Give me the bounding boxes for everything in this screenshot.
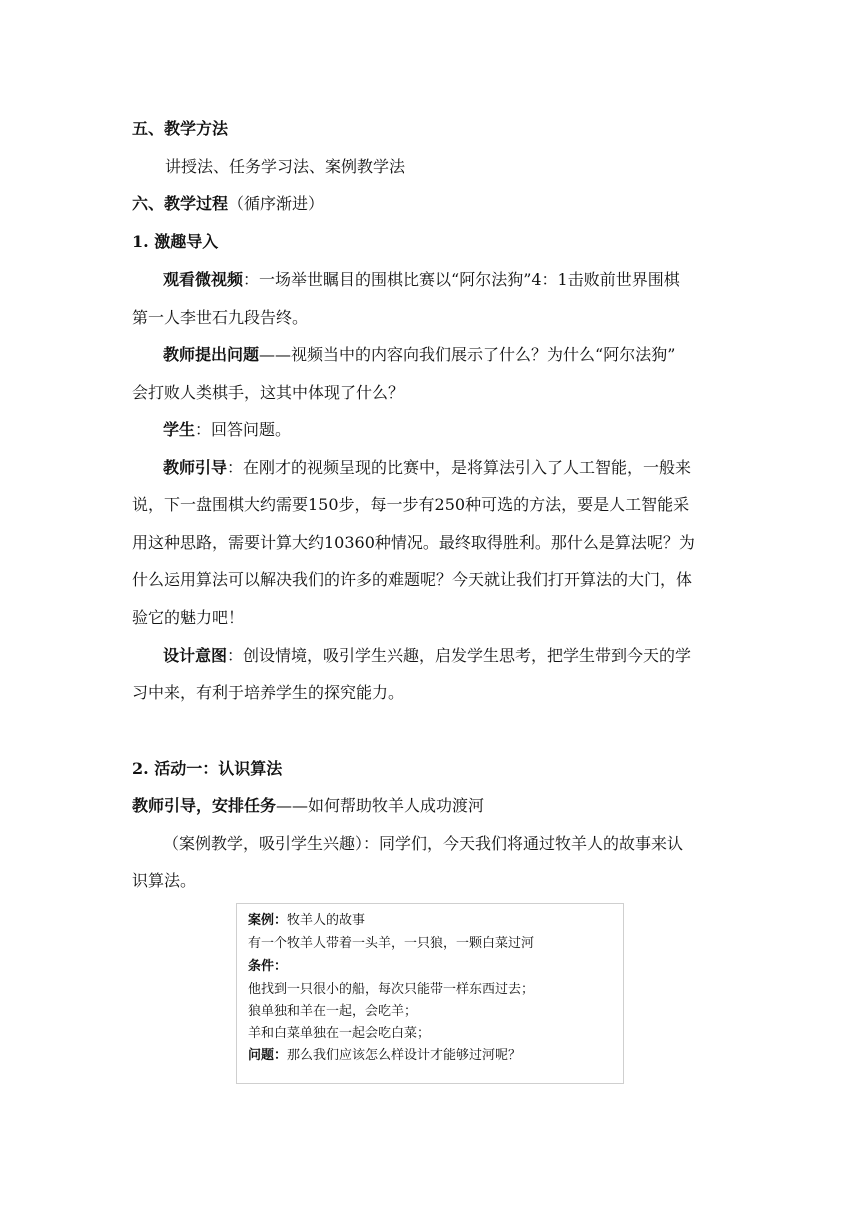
task-line bbox=[132, 796, 484, 816]
student-text: ：回答问题。 bbox=[195, 420, 292, 439]
paragraph-video-line-1 bbox=[163, 270, 680, 290]
case-question-line bbox=[248, 1048, 521, 1064]
case-title: 牧羊人的故事 bbox=[287, 913, 366, 928]
paragraph-design-line-1 bbox=[163, 646, 691, 666]
case-box bbox=[236, 903, 624, 1084]
section-6-note: （循序渐进） bbox=[228, 194, 325, 213]
guide-text-a: ：在刚才的视频呈现的比赛中，是将算法引入了人工智能，一般来 bbox=[227, 458, 692, 477]
design-label: 设计意图 bbox=[163, 646, 228, 665]
guide-text-c: 用这种思路，需要计算大约10360种情况。最终取得胜利。那什么是算法呢？为 bbox=[132, 533, 695, 552]
case-condition-2: 狼单独和羊在一起，会吃羊； bbox=[248, 1004, 418, 1019]
paragraph-guide-line-1 bbox=[163, 458, 691, 478]
section-6-title: 六、教学过程 bbox=[132, 194, 229, 213]
paragraph-question-line-1 bbox=[163, 345, 675, 365]
design-text-b: 习中来，有利于培养学生的探究能力。 bbox=[132, 683, 405, 702]
case-question-label: 问题： bbox=[248, 1048, 288, 1063]
student-label: 学生 bbox=[163, 420, 196, 439]
case-question-text: 那么我们应该怎么样设计才能够过河呢？ bbox=[287, 1048, 522, 1063]
task-label: 教师引导，安排任务 bbox=[132, 796, 277, 815]
intro-text-b: 识算法。 bbox=[132, 871, 197, 890]
guide-text-b: 说，下一盘围棋大约需要150步，每一步有250种可选的方法，要是人工智能采 bbox=[132, 495, 690, 514]
step-2-heading: 2. 活动一：认识算法 bbox=[132, 759, 283, 778]
case-title-line bbox=[248, 913, 365, 929]
design-text-a: ：创设情境，吸引学生兴趣，启发学生思考，把学生带到今天的学 bbox=[227, 646, 692, 665]
guide-text-d: 什么运用算法可以解决我们的许多的难题呢？今天就让我们打开算法的大门，体 bbox=[132, 570, 693, 589]
intro-text-a: （案例教学，吸引学生兴趣）：同学们，今天我们将通过牧羊人的故事来认 bbox=[163, 834, 684, 853]
case-label: 案例： bbox=[248, 913, 288, 928]
video-text-b: 第一人李世石九段告终。 bbox=[132, 308, 309, 327]
case-condition-3: 羊和白菜单独在一起会吃白菜； bbox=[248, 1026, 431, 1041]
task-text: ——如何帮助牧羊人成功渡河 bbox=[276, 796, 485, 815]
teaching-methods-text: 讲授法、任务学习法、案例教学法 bbox=[165, 157, 406, 176]
video-label: 观看微视频 bbox=[163, 270, 244, 289]
step-1-heading: 1. 激趣导入 bbox=[132, 232, 219, 251]
paragraph-student bbox=[163, 420, 291, 440]
section-6-heading bbox=[132, 194, 324, 214]
case-condition-1: 他找到一只很小的船，每次只能带一样东西过去； bbox=[248, 982, 535, 997]
case-condition-label: 条件： bbox=[248, 959, 288, 974]
question-text-a: ——视频当中的内容向我们展示了什么？为什么“阿尔法狗” bbox=[259, 345, 676, 364]
case-line-1: 有一个牧羊人带着一头羊，一只狼，一颗白菜过河 bbox=[248, 936, 535, 951]
section-5-heading: 五、教学方法 bbox=[132, 119, 229, 138]
video-text-a: ：一场举世瞩目的围棋比赛以“阿尔法狗”4：1击败前世界围棋 bbox=[243, 270, 680, 289]
question-text-b: 会打败人类棋手，这其中体现了什么？ bbox=[132, 383, 405, 402]
guide-text-e: 验它的魅力吧！ bbox=[132, 608, 245, 627]
guide-label: 教师引导 bbox=[163, 458, 228, 477]
question-label: 教师提出问题 bbox=[163, 345, 260, 364]
